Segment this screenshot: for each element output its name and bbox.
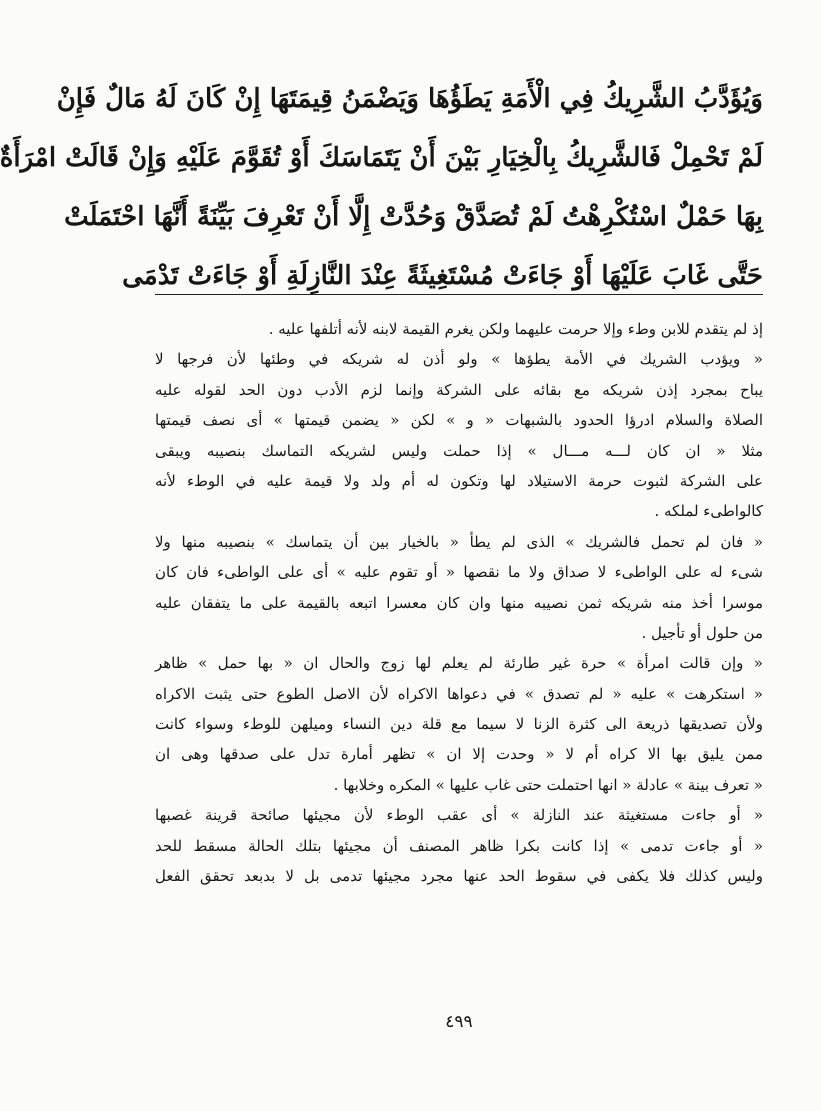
commentary-line: « أو جاءت تدمى » إذا كانت بكرا ظاهر المصنف أن مجيئها بتلك الحالة مسقط للحد	[155, 836, 763, 855]
main-text-line: وَيُؤَدَّبُ الشَّرِيكُ فِي الْأَمَةِ يَطَؤُهَا وَيَضْمَنُ قِيمَتَهَا إِنْ كَانَ لَهُ مَالٌ فَإِنْ	[56, 84, 763, 114]
commentary-line: « فان لم تحمل فالشريك » الذى لم يطأ « بالخيار بين أن يتماسك » بنصيبه منها ولا	[155, 532, 763, 551]
main-text-line: بِهَا حَمْلٌ اسْتُكْرِهْتُ لَمْ تُصَدَّقْ وَحُدَّتْ إِلَّا أَنْ تَعْرِفَ بَيِّنَةً أَنَّهَا احْتَمَلَتْ	[64, 202, 763, 232]
commentary-paragraph	[155, 527, 763, 649]
commentary-line: « وإن قالت امرأة » حرة غير طارئة لم يعلم لها زوج والحال ان « بها حمل » ظاهر	[155, 654, 763, 673]
commentary-line: كالواطىء لملكه .	[654, 502, 763, 521]
main-text-block	[0, 70, 763, 306]
page-number: ٤٩٩	[445, 1012, 473, 1032]
main-text-line: حَتَّى غَابَ عَلَيْهَا أَوْ جَاءَتْ مُسْتَغِيثَةً عِنْدَ النَّازِلَةِ أَوْ جَاءَتْ تَدْمَى	[122, 261, 763, 291]
commentary-line: « ويؤدب الشريك في الأمة يطؤها » ولو أذن له شريكه في وطئها لأن فرجها لا	[155, 350, 763, 369]
commentary-paragraph	[155, 344, 763, 526]
commentary-line: ممن يليق بها الا كراه أم لا « وحدت إلا ان » تظهر أمارة تدل على صدقها وهى ان	[155, 745, 763, 764]
commentary-line: شىء له على الواطىء لا صداق ولا ما نقصها « أو تقوم عليه » أى على الواطىء فان كان	[155, 563, 763, 582]
commentary-line: وليس كذلك فلا يكفى في سقوط الحد عنها مجرد مجيئها تدمى بل لا بدبعد تحقق الفعل	[155, 867, 763, 886]
commentary-line: الصلاة والسلام ادرؤا الحدود بالشبهات « و » لكن « يضمن قيمتها » أى نصف قيمتها	[155, 411, 763, 430]
main-text-line: لَمْ تَحْمِلْ فَالشَّرِيكُ بِالْخِيَارِ بَيْنَ أَنْ يَتَمَاسَكَ أَوْ تُقَوَّمَ عَلَيْهِ وَإِنْ قَالَتْ امْرَأَةٌ	[0, 143, 763, 173]
commentary-line: من حلول أو تأجيل .	[641, 623, 763, 642]
commentary-line: على الشركة لثبوت حرمة الاستيلاد لها وتكون له أم ولد ولا قيمة عليه في الوطء لأنه	[155, 471, 763, 490]
commentary-line: « تعرف بينة » عادلة « انها احتملت حتى غاب عليها » المكره وخلابها .	[333, 775, 763, 794]
commentary-line: يباح بمجرد إذن شريكه مع بقائه على الشركة وإنما لزم الأدب دون الحد لقوله عليه	[155, 380, 763, 399]
commentary-line: « أو جاءت مستغيثة عند النازلة » أى عقب الوطء لأن مجيئها صائحة قرينة غصبها	[155, 806, 763, 825]
separator-rule	[155, 294, 763, 295]
commentary-line: « استكرهت » عليه « لم تصدق » في دعواها الاكراه لأن الاصل الطوع حتى يثبت الاكراه	[155, 684, 763, 703]
commentary-line: مثلا « ان كان لـــه مـــال » إذا حملت وليس لشريكه التماسك بنصيبه ويبقى	[155, 441, 763, 460]
commentary-paragraph	[155, 800, 763, 891]
commentary-paragraph	[155, 648, 763, 800]
commentary-block	[155, 314, 763, 891]
commentary-line: موسرا أخذ منه شريكه ثمن نصيبه منها وان كان معسرا اتبعه بالقيمة على ما يتفقان عليه	[155, 593, 763, 612]
commentary-line: إذ لم يتقدم للابن وطء وإلا حرمت عليهما ولكن يغرم القيمة لابنه لأنه أتلفها عليه .	[268, 320, 763, 338]
commentary-paragraph	[155, 314, 763, 344]
commentary-line: ولأن تصديقها ذريعة الى كثرة الزنا لا سيما مع قلة دين النساء وميلهن للوطء وسواء كانت	[155, 715, 763, 734]
